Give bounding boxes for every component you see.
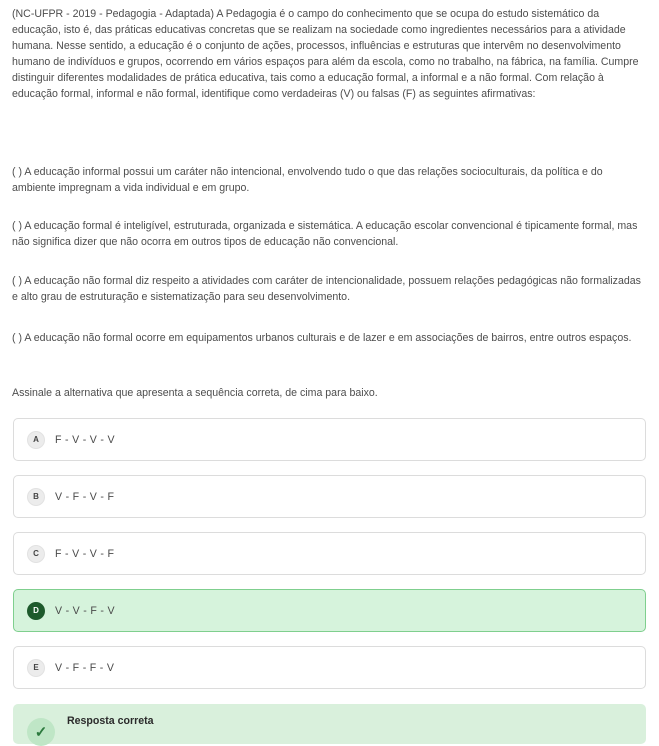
option-letter-badge: C [27, 545, 45, 563]
option-text: F - V - V - F [55, 547, 115, 560]
statement-4: ( ) A educação não formal ocorre em equipamentos urbanos culturais e de lazer e em associações de bairros, entre outros espaços. [12, 332, 632, 344]
feedback-title: Resposta correta [67, 715, 154, 727]
statement-3: ( ) A educação não formal diz respeito a atividades com caráter de intencionalidade, possuem relações pedagógicas não formalizadas e alto grau de estruturação e sistematização para seu desenvolvimento. [12, 275, 641, 303]
statement-1: ( ) A educação informal possui um caráter não intencional, envolvendo tudo o que das relações socioculturais, da política e do ambiente impregnam a vida individual e em grupo. [12, 166, 603, 194]
option-e[interactable] [13, 646, 646, 689]
option-letter-badge: A [27, 431, 45, 449]
option-c[interactable] [13, 532, 646, 575]
option-letter-badge: B [27, 488, 45, 506]
option-a[interactable] [13, 418, 646, 461]
answer-feedback-banner [13, 704, 646, 744]
option-b[interactable] [13, 475, 646, 518]
check-icon: ✓ [27, 718, 55, 746]
option-text: V - F - F - V [55, 661, 115, 674]
option-text: F - V - V - V [55, 433, 115, 446]
option-letter-badge: E [27, 659, 45, 677]
option-letter-badge: D [27, 602, 45, 620]
question-stem: (NC-UFPR - 2019 - Pedagogia - Adaptada) A Pedagogia é o campo do conhecimento que se ocupa do estudo sistemático da educação, isto é, das práticas educativas concretas que se realizam na sociedade como ingredientes necessários para a atividade humana. Nesse sentido, a educação é o conjunto de ações, processos, influências e estruturas que intervêm no desenvolvimento humano de indivíduos e grupos, ocorrendo em vários espaços para além da escola, como no trabalho, na fábrica, na família. Cumpre distinguir diferentes modalidades de prática educativa, tais como a educação formal, a informal e a não formal. Com relação à educação formal, informal e não formal, identifique como verdadeiras (V) ou falsas (F) as seguintes afirmativas: [12, 8, 639, 100]
option-text: V - F - V - F [55, 490, 115, 503]
statement-2: ( ) A educação formal é inteligível, estruturada, organizada e sistemática. A educação escolar convencional é tipicamente formal, mas não significa dizer que não ocorra em outros tipos de educação não convencional. [12, 220, 638, 248]
question-prompt: Assinale a alternativa que apresenta a sequência correta, de cima para baixo. [12, 387, 378, 399]
option-text: V - V - F - V [55, 604, 115, 617]
option-d[interactable] [13, 589, 646, 632]
